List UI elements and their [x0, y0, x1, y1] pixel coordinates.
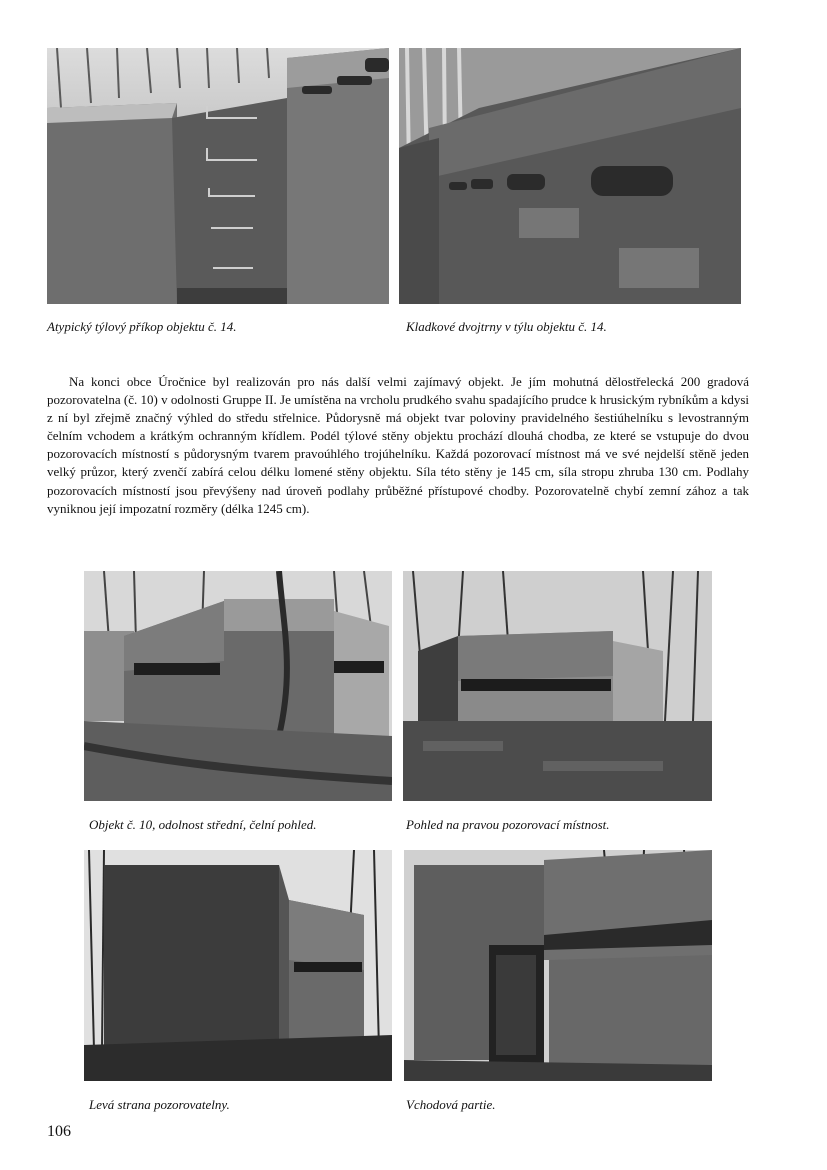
body-paragraph: Na konci obce Úročnice byl realizován pro nás další velmi zajímavý objekt. Je jím mohutná dělostřelecká 200 gradová pozorovatelna (č. 10) v odolnosti Gruppe II. Je umístěna na vrcholu prudkého svahu spadajícího prudce k hrusickým rybníkům a kdysi z ní byl zřejmě značný výhled do středu střelnice. Půdorysně má objekt tvar poloviny pravidelného šestiúhelníku s levostranným čelním vchodem a krátkým ochranným křídlem. Podél týlové stěny objektu prochází dlouhá chodba, ze které se vstupuje do dvou pozorovacích místností s půdorysným tvarem pravoúhlého trojúhelníku. Každá pozorovací místnost má ve své nejdelší stěně jeden velký průzor, který zvenčí zabírá celou délku lomené stěny objektu. Síla této stěny je 145 cm, síla stropu zhruba 130 cm. Podlahy pozorovacích místností jsou převýšeny nad úroveň podlahy průběžné přístupové chodby. Pozorovatelně chybí zemní zához a tak vyniknou její impozatní rozměry (délka 1245 cm).	[47, 374, 749, 516]
photo4-caption: Pohled na pravou pozorovací místnost.	[406, 817, 610, 832]
photo3-caption: Objekt č. 10, odolnost střední, čelní pohled.	[89, 817, 317, 832]
photo-object-front	[84, 571, 392, 801]
page-number: 106	[47, 1123, 71, 1140]
photo-left-side	[84, 850, 392, 1081]
photo2-caption: Kladkové dvojtrny v týlu objektu č. 14.	[406, 319, 607, 334]
photo1-caption: Atypický týlový příkop objektu č. 14.	[47, 319, 237, 334]
photo-rear-trench	[47, 48, 389, 304]
photo5-caption: Levá strana pozorovatelny.	[89, 1097, 230, 1112]
photo-entrance	[404, 850, 712, 1081]
photo-pulley-spikes	[399, 48, 741, 304]
photo-right-observation-room	[403, 571, 712, 801]
photo6-caption: Vchodová partie.	[406, 1097, 496, 1112]
